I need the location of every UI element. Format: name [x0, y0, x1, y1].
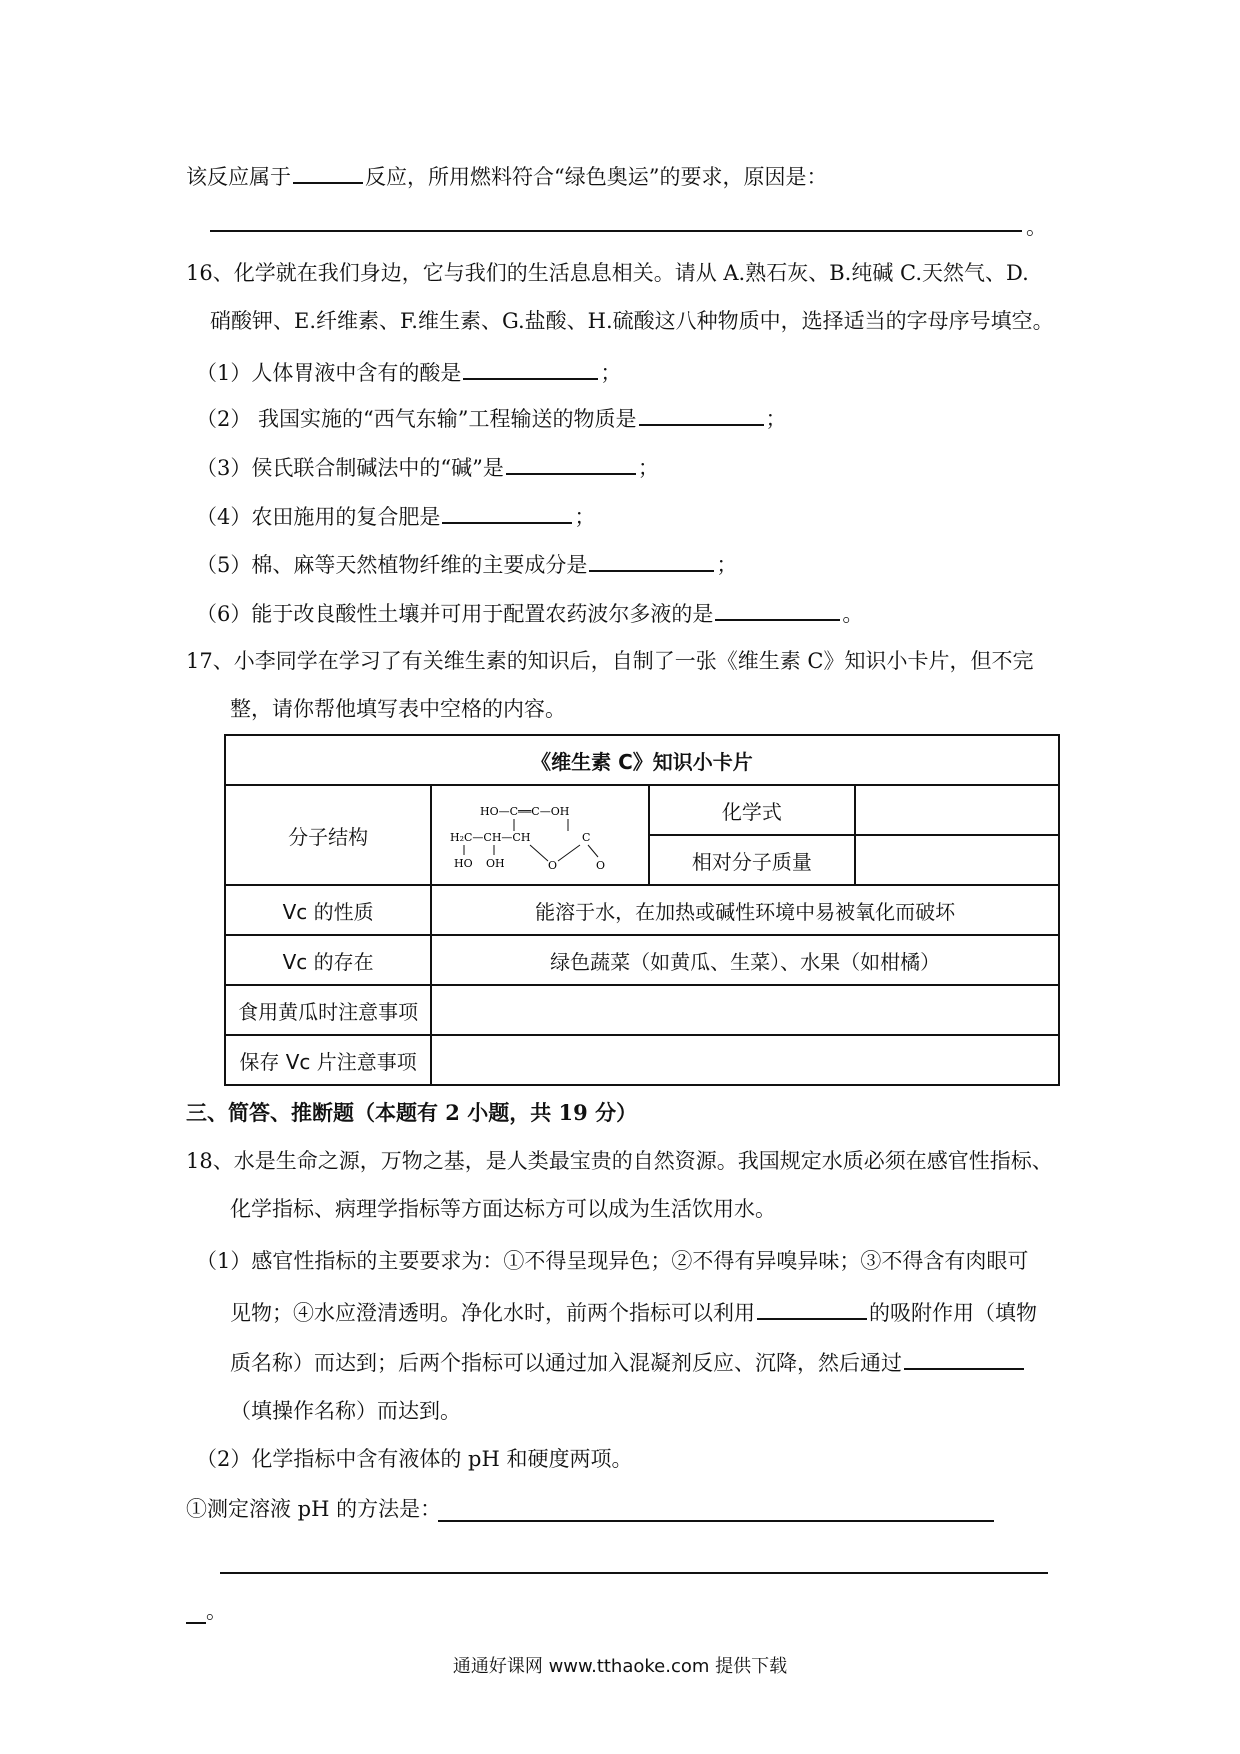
q16-item-2-text: （2） 我国实施的“西气东输”工程输送的物质是 — [196, 407, 637, 431]
struct-bot-ho: HO — [454, 857, 473, 870]
q18-p2-method-text: ①测定溶液 pH 的方法是： — [186, 1497, 442, 1521]
q16-item-1 — [196, 356, 621, 388]
formula-label: 化学式 — [649, 785, 855, 835]
q16-item-5 — [196, 548, 737, 580]
q18-p1-line-2b: 的吸附作用（填物 — [869, 1301, 1037, 1325]
q16-item-1-text: （1）人体胃液中含有的酸是 — [196, 361, 462, 385]
struct-mid-left: H₂C—CH—CH — [450, 831, 531, 844]
q16-item-2-end: ； — [765, 407, 787, 431]
q18-method-answer-line-2[interactable] — [220, 1572, 1048, 1574]
vc-existence-value: 绿色蔬菜（如黄瓜、生菜）、水果（如柑橘） — [431, 935, 1059, 985]
cucumber-note-answer-cell[interactable] — [431, 985, 1059, 1035]
q16-item-5-blank[interactable] — [589, 548, 714, 572]
q16-item-3 — [196, 451, 659, 483]
q16-item-6-text: （6）能于改良酸性土壤并可用于配置农药波尔多液的是 — [196, 602, 714, 626]
q18-p2-method — [186, 1494, 441, 1524]
molecular-structure-diagram — [431, 785, 649, 885]
q16-item-3-blank[interactable] — [506, 451, 636, 475]
q15-text-1: 该反应属于 — [186, 165, 291, 189]
q16-item-4-blank[interactable] — [442, 500, 572, 524]
vc-property-value: 能溶于水，在加热或碱性环境中易被氧化而破坏 — [431, 885, 1059, 935]
q15-tail-line — [186, 160, 827, 192]
molar-mass-answer-cell[interactable] — [855, 835, 1059, 885]
struct-bot-oh: OH — [486, 857, 505, 870]
q18-p1-line-2 — [230, 1296, 1037, 1328]
q16-item-4-end: ； — [574, 505, 596, 529]
q15-text-2: 反应，所用燃料符合“绿色奥运”的要求，原因是： — [365, 165, 828, 189]
q16-item-1-end: ； — [600, 361, 622, 385]
q16-item-4-text: （4）农田施用的复合肥是 — [196, 505, 441, 529]
q18-method-answer-line-3[interactable] — [186, 1622, 206, 1624]
q18-line-1: 18、水是生命之源，万物之基，是人类最宝贵的自然资源。我国规定水质必须在感官性指标、 — [186, 1149, 1053, 1173]
q16-line-2: 硝酸钾、E.纤维素、F.维生素、G.盐酸、H.硫酸这八种物质中，选择适当的字母序号填空。 — [210, 309, 1054, 333]
q18-p1-line-3-text: 质名称）而达到；后两个指标可以通过加入混凝剂反应、沉降，然后通过 — [230, 1351, 902, 1375]
q16-line-1: 16、化学就在我们身边，它与我们的生活息息相关。请从 A.熟石灰、B.纯碱 C.天然气、D. — [186, 261, 1029, 285]
q18-line-2: 化学指标、病理学指标等方面达标方可以成为生活饮用水。 — [230, 1197, 776, 1221]
card-title: 《维生素 C》知识小卡片 — [225, 735, 1059, 785]
vitamin-c-card-table — [224, 734, 1060, 1086]
row-molecular-structure-label: 分子结构 — [225, 785, 431, 885]
q15-end: 。 — [1026, 215, 1047, 239]
section-3-heading: 三、简答、推断题（本题有 2 小题，共 19 分） — [186, 1100, 638, 1125]
struct-mid-right: C — [582, 831, 591, 844]
tablet-storage-answer-cell[interactable] — [431, 1035, 1059, 1085]
q15-blank-reaction-type[interactable] — [293, 160, 363, 184]
q18-blank-operation[interactable] — [904, 1346, 1024, 1370]
q18-blank-adsorbent[interactable] — [757, 1296, 867, 1320]
q16-item-6-blank[interactable] — [715, 597, 840, 621]
q16-item-6 — [196, 597, 863, 629]
q16-item-6-end: 。 — [842, 602, 864, 626]
tablet-storage-label: 保存 Vc 片注意事项 — [225, 1035, 431, 1085]
vc-existence-label: Vc 的存在 — [225, 935, 431, 985]
molar-mass-label: 相对分子质量 — [649, 835, 855, 885]
q16-item-1-blank[interactable] — [463, 356, 598, 380]
q18-p1-line-2a: 见物；④水应澄清透明。净化水时，前两个指标可以利用 — [230, 1301, 755, 1325]
q17-line-1: 17、小李同学在学习了有关维生素的知识后，自制了一张《维生素 C》知识小卡片，但不完 — [186, 649, 1034, 673]
q16-item-3-text: （3）侯氏联合制碱法中的“碱”是 — [196, 456, 504, 480]
q18-p1-line-1: （1）感官性指标的主要要求为：①不得呈现异色；②不得有异嗅异味；③不得含有肉眼可 — [196, 1249, 1029, 1273]
q16-item-5-end: ； — [716, 553, 738, 577]
q15-answer-line[interactable] — [210, 230, 1022, 232]
struct-bot-o2: O — [596, 859, 606, 872]
q18-end: 。 — [206, 1599, 227, 1623]
q18-p1-line-3 — [230, 1346, 1026, 1378]
vc-property-label: Vc 的性质 — [225, 885, 431, 935]
q16-item-5-text: （5）棉、麻等天然植物纤维的主要成分是 — [196, 553, 588, 577]
q17-line-2: 整，请你帮他填写表中空格的内容。 — [230, 697, 566, 721]
vitamin-c-structure-svg — [450, 795, 630, 875]
struct-top-text: HO—C══C—OH — [480, 805, 570, 818]
q16-item-2-blank[interactable] — [639, 402, 764, 426]
cucumber-note-label: 食用黄瓜时注意事项 — [225, 985, 431, 1035]
q16-item-2 — [196, 402, 787, 434]
q16-item-3-end: ； — [637, 456, 659, 480]
struct-bot-o: O — [548, 859, 558, 872]
formula-answer-cell[interactable] — [855, 785, 1059, 835]
q18-p2: （2）化学指标中含有液体的 pH 和硬度两项。 — [196, 1447, 633, 1471]
q18-p1-line-4: （填操作名称）而达到。 — [230, 1399, 461, 1423]
q18-method-answer-line-1[interactable] — [438, 1520, 994, 1522]
q16-item-4 — [196, 500, 595, 532]
page-footer: 通通好课网 www.tthaoke.com 提供下载 — [452, 1656, 788, 1677]
